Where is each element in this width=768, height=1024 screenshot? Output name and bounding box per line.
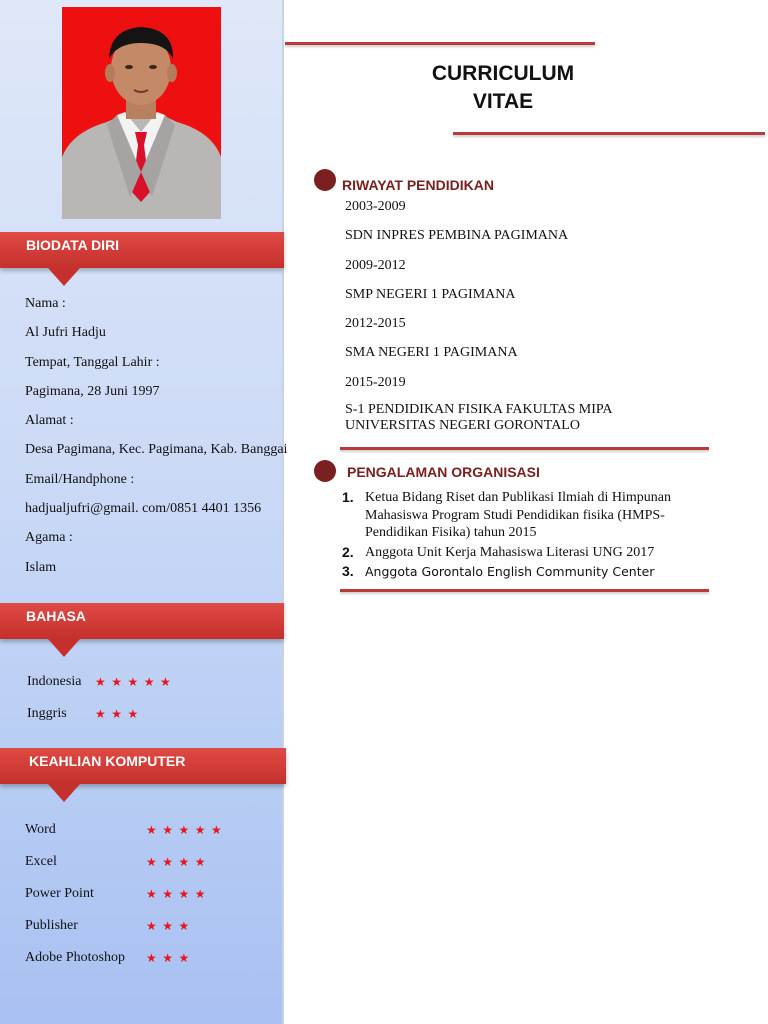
- title-rule-bottom: [453, 132, 765, 135]
- skill-name: Excel: [25, 854, 57, 869]
- edu-school: SDN INPRES PEMBINA PAGIMANA: [345, 228, 569, 244]
- biodata-label-nama: Nama :: [25, 296, 66, 311]
- ribbon-pointer: [48, 268, 80, 286]
- skill-name: Power Point: [25, 886, 94, 901]
- biodata-value-ttl: Pagimana, 28 Juni 1997: [25, 383, 160, 399]
- organisasi-heading: PENGALAMAN ORGANISASI: [347, 464, 540, 480]
- language-name: Indonesia: [27, 674, 82, 689]
- language-name: Inggris: [27, 706, 67, 721]
- rating-stars: ★★★★: [146, 887, 212, 901]
- skill-item: [25, 918, 195, 938]
- page-title-line-1: CURRICULUM: [431, 62, 575, 85]
- organisasi-list: [340, 489, 710, 582]
- list-text: Ketua Bidang Riset dan Publikasi Ilmiah di Himpunan Mahasiswa Program Studi Pendidikan fisika (HMPS-Pendidikan Fisika) tahun 2015: [365, 490, 672, 540]
- list-item: [340, 544, 710, 562]
- page-title: [413, 60, 593, 116]
- edu-year: 2009-2012: [345, 257, 406, 273]
- list-number: 1.: [342, 489, 354, 505]
- section-bullet: [314, 169, 336, 191]
- edu-school: UNIVERSITAS NEGERI GORONTALO: [345, 418, 580, 434]
- biodata-heading: BIODATA DIRI: [26, 237, 120, 253]
- rating-stars: ★★★★: [146, 855, 212, 869]
- rating-stars: ★★★: [95, 707, 144, 721]
- komputer-heading: KEAHLIAN KOMPUTER: [29, 753, 186, 769]
- skill-name: Word: [25, 822, 56, 837]
- biodata-value-agama: Islam: [25, 559, 57, 575]
- title-rule-top: [285, 42, 595, 45]
- sidebar: [0, 0, 288, 1024]
- komputer-ribbon: [0, 748, 286, 784]
- bahasa-ribbon: [0, 603, 284, 639]
- page-title-line-2: VITAE: [472, 90, 534, 113]
- profile-photo: [62, 7, 221, 219]
- language-item: [27, 706, 144, 726]
- biodata-label-email: Email/Handphone :: [25, 471, 135, 487]
- edu-school: SMP NEGERI 1 PAGIMANA: [345, 286, 516, 302]
- list-number: 3.: [342, 563, 354, 579]
- biodata-value-email: hadjualjufri@gmail. com/0851 4401 1356: [25, 501, 262, 517]
- edu-year: 2012-2015: [345, 316, 406, 332]
- biodata-label-agama: Agama :: [25, 530, 73, 546]
- list-item: [340, 489, 710, 542]
- rating-stars: ★★★: [146, 951, 195, 965]
- rating-stars: ★★★★★: [146, 823, 228, 837]
- biodata-value-nama: Al Jufri Hadju: [25, 325, 106, 341]
- skill-item: [25, 950, 195, 970]
- edu-year: 2003-2009: [345, 199, 406, 214]
- biodata-ribbon: [0, 232, 284, 268]
- list-number: 2.: [342, 543, 354, 560]
- pendidikan-heading: RIWAYAT PENDIDIKAN: [342, 177, 494, 193]
- edu-school: SMA NEGERI 1 PAGIMANA: [345, 345, 518, 361]
- skill-item: [25, 854, 212, 874]
- biodata-label-ttl: Tempat, Tanggal Lahir :: [25, 354, 160, 370]
- edu-school: S-1 PENDIDIKAN FISIKA FAKULTAS MIPA: [345, 402, 613, 418]
- skill-item: [25, 822, 228, 842]
- biodata-list: [25, 289, 287, 582]
- list-text: Anggota Unit Kerja Mahasiswa Literasi UNG 2017: [365, 544, 655, 560]
- section-bullet: [314, 460, 336, 482]
- pendidikan-list: [345, 197, 613, 434]
- rating-stars: ★★★★★: [95, 675, 177, 689]
- list-item: [340, 563, 710, 582]
- section-rule: [340, 447, 709, 450]
- biodata-value-alamat: Desa Pagimana, Kec. Pagimana, Kab. Banggai: [25, 442, 288, 458]
- skill-name: Publisher: [25, 918, 78, 933]
- bahasa-heading: BAHASA: [26, 608, 86, 624]
- biodata-label-alamat: Alamat :: [25, 413, 74, 429]
- section-rule: [340, 589, 709, 592]
- edu-year: 2015-2019: [345, 374, 406, 390]
- rating-stars: ★★★: [146, 919, 195, 933]
- language-item: [27, 674, 177, 694]
- ribbon-pointer: [48, 784, 80, 802]
- ribbon-pointer: [48, 639, 80, 657]
- skill-name: Adobe Photoshop: [25, 950, 125, 965]
- skill-item: [25, 886, 212, 906]
- list-text: Anggota Gorontalo English Community Center: [365, 564, 655, 579]
